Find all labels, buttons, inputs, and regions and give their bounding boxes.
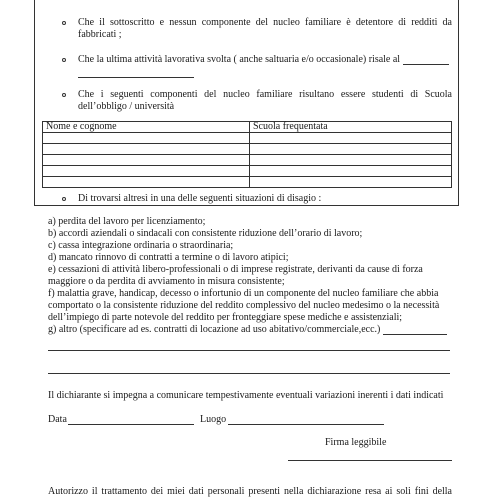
- luogo-label: Luogo: [200, 414, 227, 425]
- data-label: Data: [48, 414, 67, 425]
- disagio-line-f: f) malattia grave, handicap, decesso o infortunio di un componente del nucleo familiare che abbia: [48, 288, 439, 299]
- attivita-date-field-cont[interactable]: [78, 77, 194, 78]
- attivita-text: Che la ultima attività lavorativa svolta ( anche saltuaria e/o occasionale) risale al: [78, 54, 401, 65]
- disagio-line-e2: maggiore o da perdita di avviamento in misura consistente;: [48, 276, 285, 287]
- bullet-icon: [62, 197, 66, 201]
- table-row[interactable]: [43, 133, 452, 144]
- disagio-line-d: d) mancato rinnovo di contratti a termine o di lavoro atipici;: [48, 252, 289, 263]
- studenti-text: Che i seguenti componenti del nucleo familiare risultano essere studenti di Scuola: [78, 89, 452, 100]
- note-line[interactable]: [48, 350, 450, 351]
- redditi-text-cont: fabbricati ;: [78, 29, 122, 40]
- firma-field[interactable]: [288, 460, 452, 461]
- table-row[interactable]: [43, 155, 452, 166]
- disagio-line-a: a) perdita del lavoro per licenziamento;: [48, 216, 206, 227]
- disagio-line-f3: dell’impiego di parte notevole del reddito per fronteggiare spese mediche e assistenziali;: [48, 312, 403, 323]
- disagio-line-f2: comportato o la consistente riduzione del reddito complessivo del nucleo medesimo o la necessità: [48, 300, 440, 311]
- disagio-line-g: g) altro (specificare ad es. contratti di locazione ad uso abitativo/commerciale,ecc.): [48, 324, 381, 335]
- table-row[interactable]: [43, 177, 452, 188]
- dichiarante-text: Il dichiarante si impegna a comunicare tempestivamente eventuali variazioni inerenti i dati indicati: [48, 390, 444, 401]
- attivita-date-field[interactable]: [403, 64, 449, 65]
- disagio-line-b: b) accordi aziendali o sindacali con consistente riduzione dell’orario di lavoro;: [48, 228, 363, 239]
- table-row[interactable]: [43, 144, 452, 155]
- studenti-text-cont: dell’obbligo / università: [78, 101, 175, 112]
- luogo-field[interactable]: [228, 424, 384, 425]
- autorizzo-text: Autorizzo il trattamento dei miei dati personali presenti nella dichiarazione resa ai soli fini della: [48, 486, 452, 497]
- disagio-line-e: e) cessazioni di attività libero-professionali o di imprese registrate, derivanti da cause di forza: [48, 264, 423, 275]
- data-field[interactable]: [68, 424, 194, 425]
- disagio-line-c: c) cassa integrazione ordinaria o straordinaria;: [48, 240, 234, 251]
- note-line[interactable]: [48, 373, 450, 374]
- firma-label: Firma leggibile: [325, 437, 387, 448]
- header-scuola: Scuola frequentata: [250, 122, 452, 133]
- redditi-text: Che il sottoscritto e nessun componente del nucleo familiare è detentore di redditi da: [78, 17, 452, 28]
- disagio-intro: Di trovarsi altresì in una delle seguenti situazioni di disagio :: [78, 193, 322, 204]
- header-nome: Nome e cognome: [43, 122, 250, 133]
- bullet-icon: [62, 21, 66, 25]
- students-table: [42, 121, 452, 188]
- table-header-row: [43, 122, 452, 133]
- bullet-icon: [62, 93, 66, 97]
- table-row[interactable]: [43, 166, 452, 177]
- bullet-icon: [62, 58, 66, 62]
- altro-field[interactable]: [383, 334, 447, 335]
